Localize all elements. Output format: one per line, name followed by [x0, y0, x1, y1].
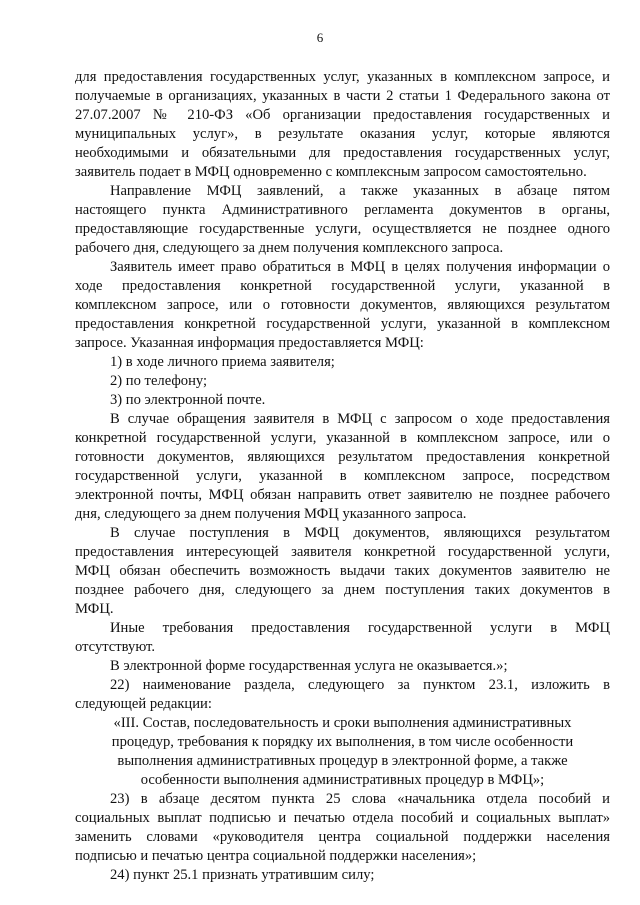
text-line: электронной почты, МФЦ обязан направить ответ заявителю не позднее рабочего [75, 487, 610, 503]
section-heading-line: процедур, требования к порядку их выполнения, в том числе особенности [111, 734, 574, 750]
text-line: позднее рабочего дня, следующего за днем поступления таких документов в [75, 582, 610, 598]
text-line: подписью и печатью центра социальной поддержки населения»; [75, 848, 477, 864]
text-line: комплексном запросе, или о готовности документов, являющихся результатом [75, 297, 610, 313]
list-item: 3) по электронной почте. [110, 392, 266, 408]
text-line: для предоставления государственных услуг, указанных в комплексном запросе, и [75, 69, 610, 85]
text-line: социальных выплат подписью и печатью отдела пособий и социальных выплат» [75, 810, 610, 826]
text-line: Заявитель имеет право обратиться в МФЦ в целях получения информации о [110, 259, 610, 275]
text-line: Иные требования предоставления государственной услуги в МФЦ [110, 620, 610, 636]
text-line: заменить словами «руководителя центра социальной поддержки населения [75, 829, 610, 845]
text-line: 24) пункт 25.1 признать утратившим силу; [110, 867, 375, 883]
section-heading-line: «III. Состав, последовательность и сроки выполнения административных [113, 715, 572, 731]
list-item: 1) в ходе личного приема заявителя; [110, 354, 335, 370]
text-line: дня, следующего за днем получения МФЦ указанного запроса. [75, 506, 467, 522]
text-line: государственной услуги, указанной в комплексном запросе, посредством [75, 468, 610, 484]
text-line: заявитель подает в МФЦ одновременно с комплексным запросом самостоятельно. [75, 164, 587, 180]
text-line: необходимыми и обязательными для предоставления государственных услуг, [75, 145, 610, 161]
text-line: получаемые в организациях, указанных в части 2 статьи 1 Федерального закона от [75, 88, 610, 104]
text-line: запросе. Указанная информация предоставляется МФЦ: [75, 335, 424, 351]
text-line: 23) в абзаце десятом пункта 25 слова «начальника отдела пособий и [110, 791, 610, 807]
text-line: предоставляющие государственные услуги, осуществляется не позднее одного [75, 221, 610, 237]
text-line: конкретной государственной услуги, указанной в комплексном запросе, или о [75, 430, 610, 446]
text-line: МФЦ обязан обеспечить возможность выдачи таких документов заявителю не [75, 563, 610, 579]
text-line: Направление МФЦ заявлений, а также указанных в абзаце пятом [110, 183, 610, 199]
text-line: 27.07.2007 № 210-ФЗ «Об организации предоставления государственных и [75, 107, 610, 123]
text-line: ходе предоставления конкретной государственной услуги, указанной в [75, 278, 610, 294]
text-line: рабочего дня, следующего за днем получения комплексного запроса. [75, 240, 504, 256]
text-line: предоставления конкретной государственной услуги, указанной в комплексном [75, 316, 610, 332]
list-item: 2) по телефону; [110, 373, 208, 389]
text-line: муниципальных услуг», в результате оказания услуг, которые являются [75, 126, 610, 142]
section-heading-line: выполнения административных процедур в электронной форме, а также [117, 753, 568, 769]
page-number: 6 [316, 30, 324, 45]
text-line: готовности документов, являющихся результатом предоставления конкретной [75, 449, 610, 465]
text-line: В случае обращения заявителя в МФЦ с запросом о ходе предоставления [110, 411, 610, 427]
section-heading-line: особенности выполнения административных процедур в МФЦ»; [140, 772, 545, 788]
text-line: 22) наименование раздела, следующего за пунктом 23.1, изложить в [110, 677, 610, 693]
text-line: отсутствуют. [75, 639, 155, 655]
text-line: настоящего пункта Административного регламента документов в органы, [75, 202, 610, 218]
text-line: В электронной форме государственная услуга не оказывается.»; [110, 658, 508, 674]
text-line: предоставления интересующей заявителя конкретной государственной услуги, [75, 544, 610, 560]
text-line: МФЦ. [75, 601, 114, 617]
text-line: В случае поступления в МФЦ документов, являющихся результатом [110, 525, 610, 541]
text-line: следующей редакции: [75, 696, 212, 712]
